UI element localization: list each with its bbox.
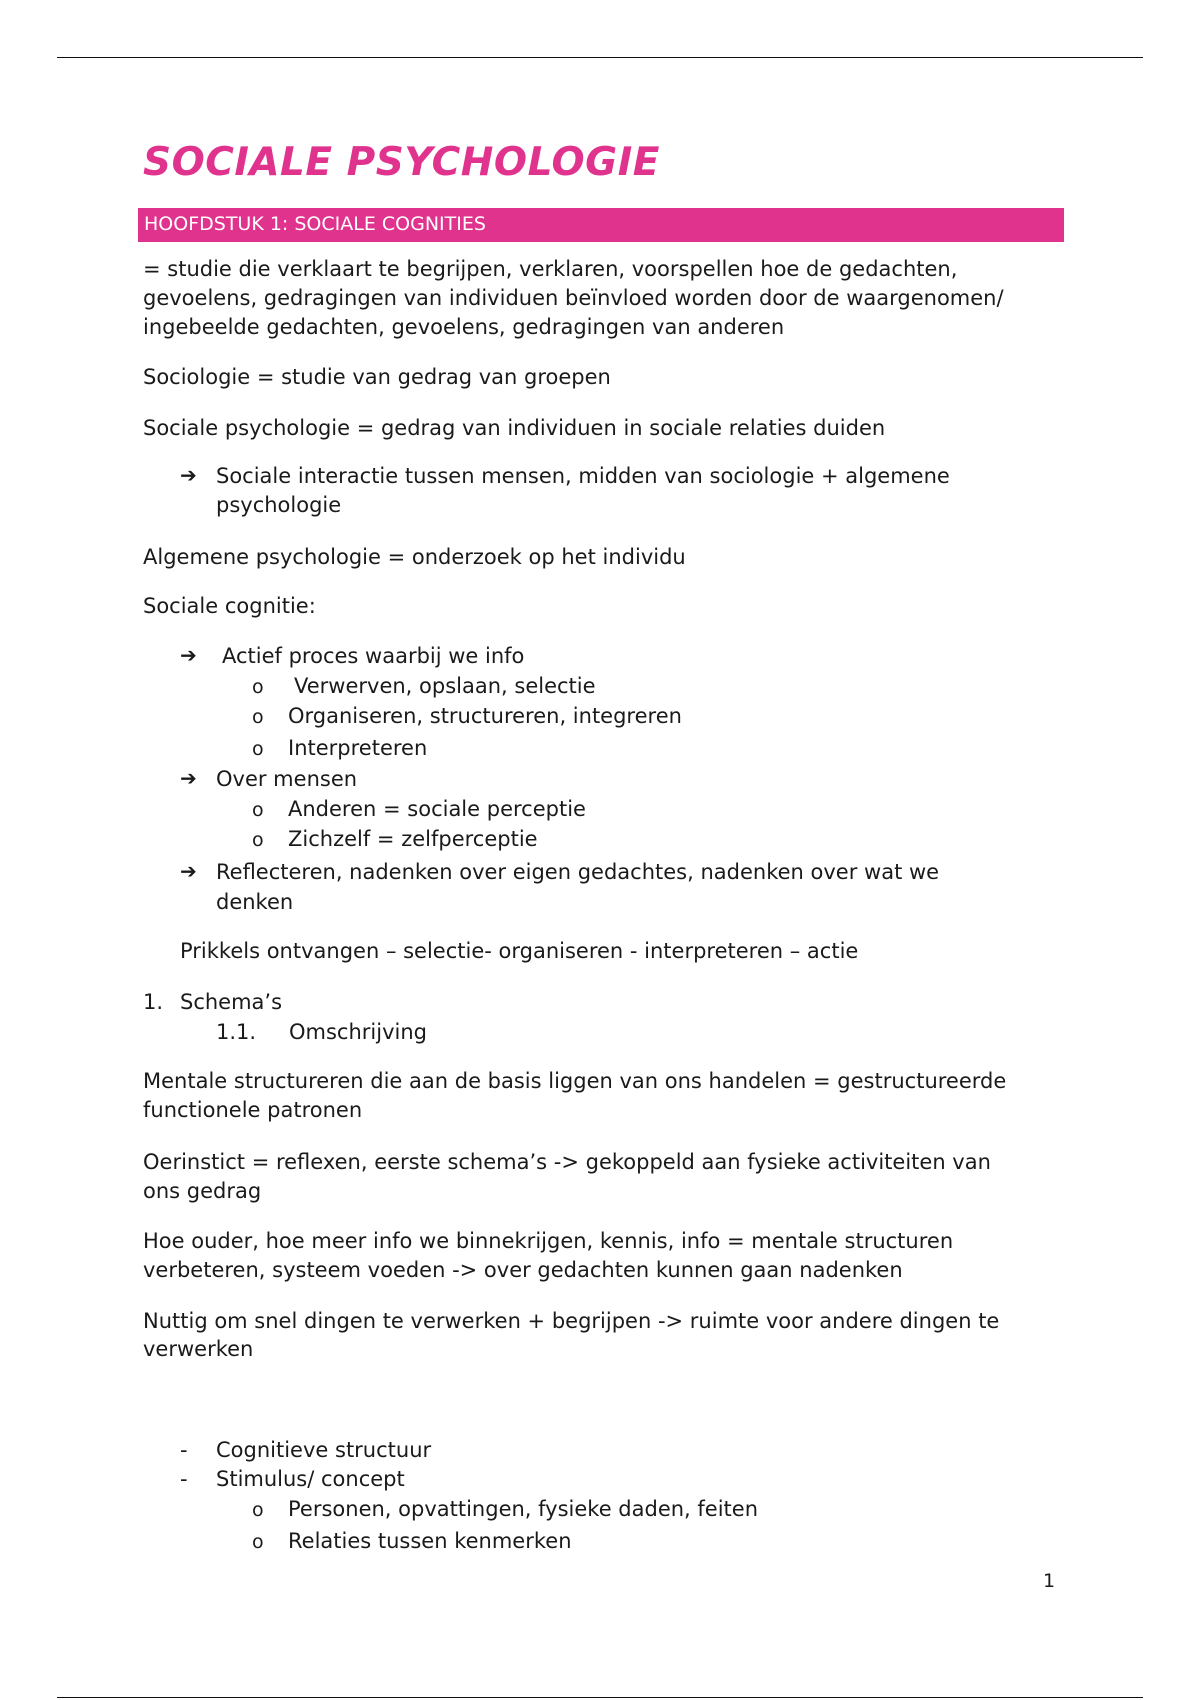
paragraph-line: Mentale structureren die aan de basis liggen van ons handelen = gestructureerde <box>143 1069 1007 1093</box>
intro-line-2: gevoelens, gedragingen van individuen beïnvloed worden door de waargenomen/ <box>143 286 1004 310</box>
sociale-psychologie-definition: Sociale psychologie = gedrag van individuen in sociale relaties duiden <box>143 416 886 440</box>
intro-line-3: ingebeelde gedachten, gevoelens, gedragingen van anderen <box>143 315 785 339</box>
paragraph-line: Oerinstict = reflexen, eerste schema’s -> gekoppeld aan fysieke activiteiten van <box>143 1150 991 1174</box>
dash-bullet-icon: - <box>180 1467 188 1491</box>
circle-bullet-icon: o <box>252 706 264 728</box>
paragraph-line: ons gedrag <box>143 1179 262 1203</box>
subsection-title: Omschrijving <box>289 1020 427 1044</box>
dash-list-item-text: Stimulus/ concept <box>216 1467 405 1491</box>
subsection-number: 1.1. <box>216 1020 257 1044</box>
section-number: 1. <box>143 990 164 1014</box>
sociologie-definition: Sociologie = studie van gedrag van groepen <box>143 365 611 389</box>
sub-list-item-text: Verwerven, opslaan, selectie <box>294 674 596 698</box>
circle-bullet-icon: o <box>252 1531 264 1553</box>
list-item-text: denken <box>216 890 294 914</box>
paragraph-line: functionele patronen <box>143 1098 363 1122</box>
paragraph-line: Hoe ouder, hoe meer info we binnekrijgen, kennis, info = mentale structuren <box>143 1229 954 1253</box>
circle-bullet-icon: o <box>252 1499 264 1521</box>
circle-bullet-icon: o <box>252 738 264 760</box>
dash-bullet-icon: - <box>180 1438 188 1462</box>
arrow-icon: ➔ <box>180 766 197 790</box>
arrow-icon: ➔ <box>180 643 197 667</box>
arrow-icon: ➔ <box>180 463 197 487</box>
sub-list-item-text: Interpreteren <box>288 736 428 760</box>
dash-list-item-text: Cognitieve structuur <box>216 1438 432 1462</box>
circle-bullet-icon: o <box>252 829 264 851</box>
chapter-heading: HOOFDSTUK 1: SOCIALE COGNITIES <box>138 208 1064 242</box>
sub-list-item-text: Relaties tussen kenmerken <box>288 1529 572 1553</box>
list-item-text: Actief proces waarbij we info <box>222 644 525 668</box>
cognitie-label: Sociale cognitie: <box>143 594 316 618</box>
sub-list-item-text: Personen, opvattingen, fysieke daden, feiten <box>288 1497 759 1521</box>
footer-rule <box>57 1697 1143 1698</box>
list-item-text: psychologie <box>216 493 342 517</box>
list-item-text: Sociale interactie tussen mensen, midden van sociologie + algemene <box>216 464 950 488</box>
document-title: SOCIALE PSYCHOLOGIE <box>143 140 660 185</box>
paragraph-line: verbeteren, systeem voeden -> over gedachten kunnen gaan nadenken <box>143 1258 903 1282</box>
circle-bullet-icon: o <box>252 676 264 698</box>
process-line: Prikkels ontvangen – selectie- organiseren - interpreteren – actie <box>180 939 859 963</box>
paragraph-line: Nuttig om snel dingen te verwerken + begrijpen -> ruimte voor andere dingen te <box>143 1309 1000 1333</box>
circle-bullet-icon: o <box>252 799 264 821</box>
algemene-definition: Algemene psychologie = onderzoek op het individu <box>143 545 686 569</box>
header-rule <box>57 57 1143 58</box>
paragraph-line: verwerken <box>143 1337 254 1361</box>
section-title: Schema’s <box>180 990 283 1014</box>
arrow-icon: ➔ <box>180 859 197 883</box>
page-number: 1 <box>1043 1570 1056 1592</box>
sub-list-item-text: Zichzelf = zelfperceptie <box>288 827 538 851</box>
list-item-text: Over mensen <box>216 767 358 791</box>
sub-list-item-text: Anderen = sociale perceptie <box>288 797 586 821</box>
list-item-text: Reflecteren, nadenken over eigen gedachtes, nadenken over wat we <box>216 860 940 884</box>
intro-line-1: = studie die verklaart te begrijpen, verklaren, voorspellen hoe de gedachten, <box>143 257 958 281</box>
sub-list-item-text: Organiseren, structureren, integreren <box>288 704 682 728</box>
